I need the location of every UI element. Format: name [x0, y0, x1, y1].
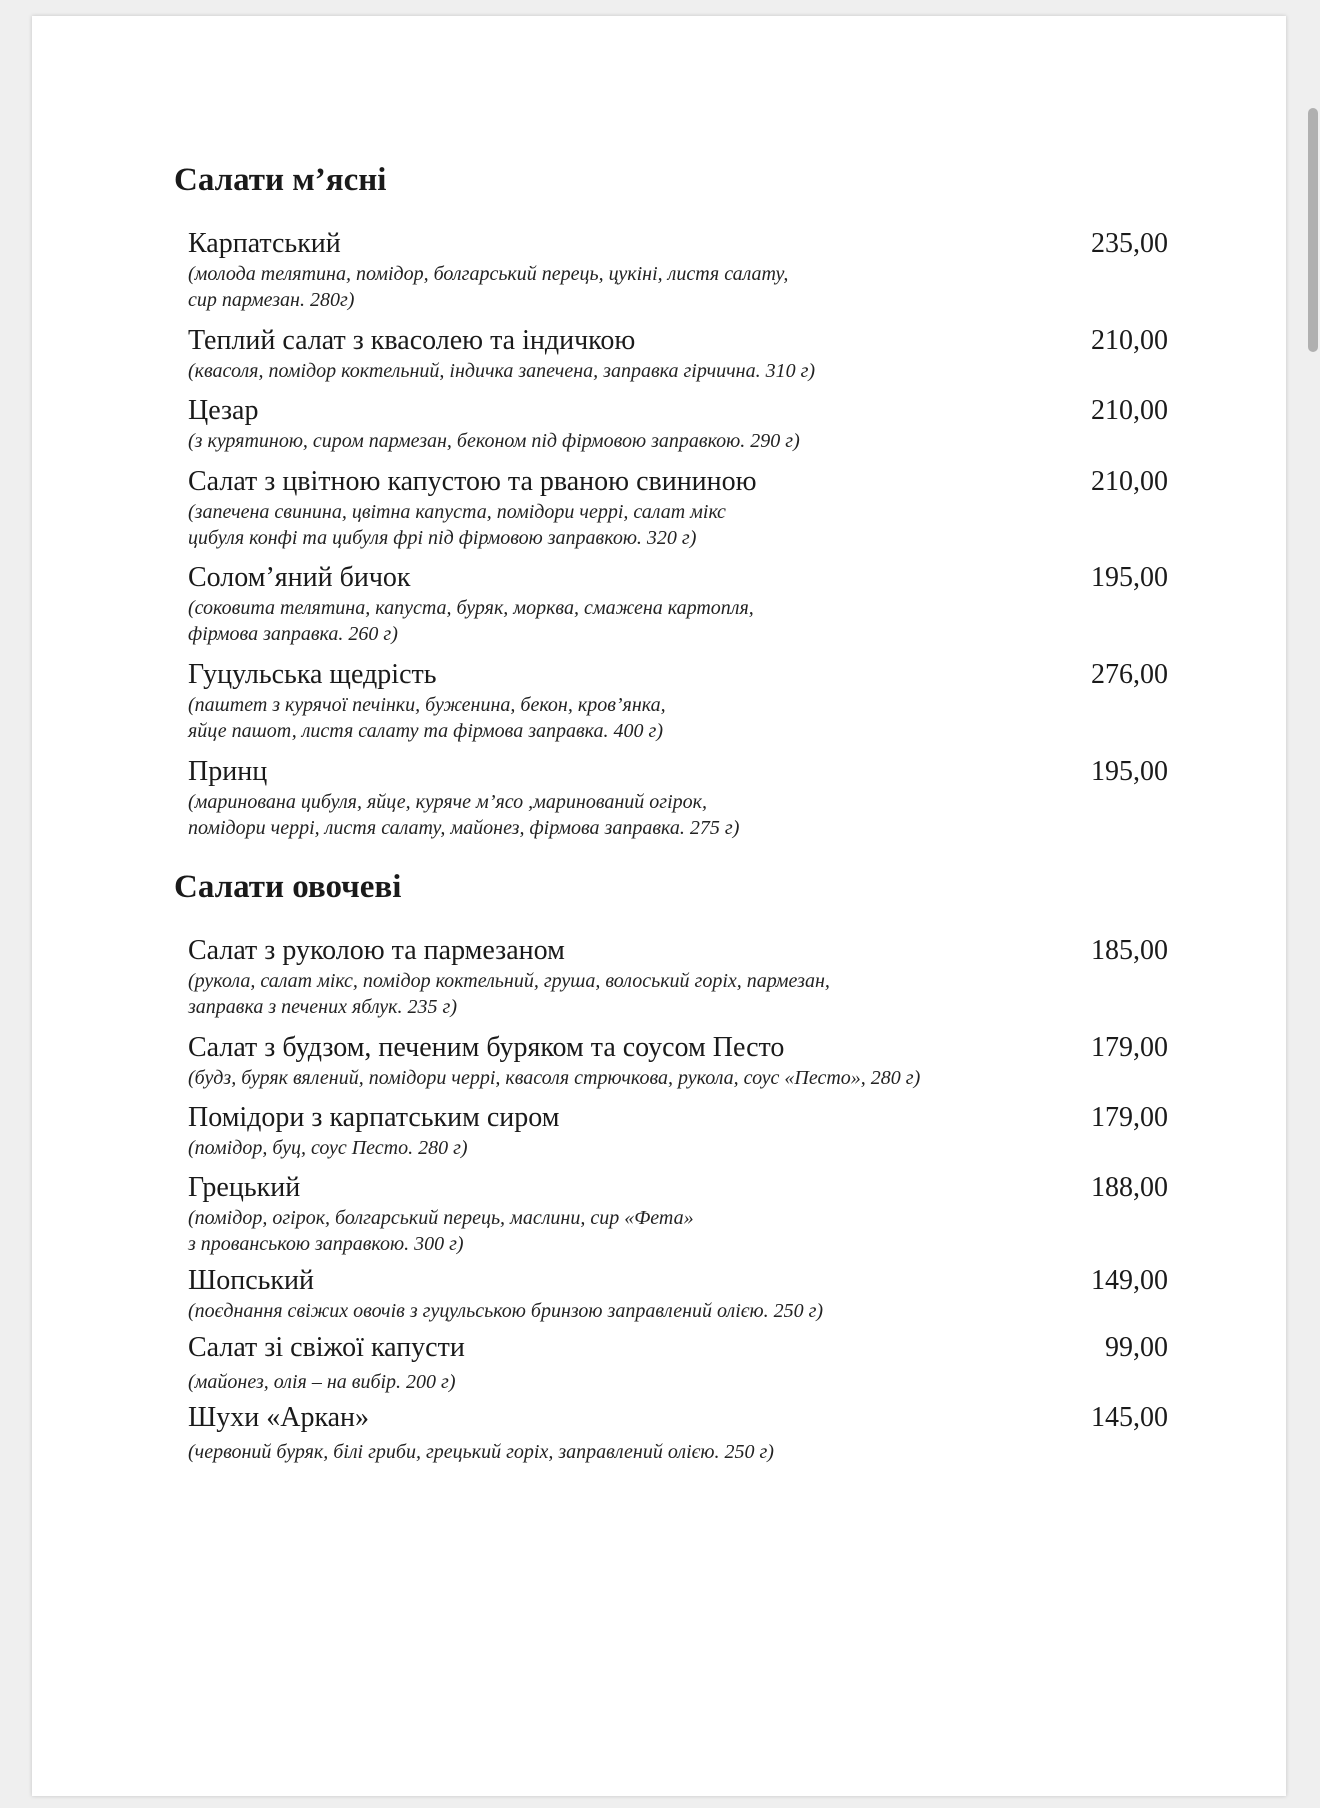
menu-item-name: Карпатський: [188, 228, 341, 259]
menu-item: [188, 228, 1168, 313]
menu-item-name: Салат з цвітною капустою та рваною свининою: [188, 466, 757, 497]
menu-item-description: (соковита телятина, капуста, буряк, морква, смажена картопля, фірмова заправка. 260 г): [188, 597, 754, 645]
menu-item-price: 99,00: [1105, 1332, 1168, 1363]
menu-item-price: 210,00: [1091, 466, 1168, 497]
menu-item-name: Салат з руколою та пармезаном: [188, 935, 565, 966]
menu-item-name: Грецький: [188, 1172, 301, 1203]
menu-item-description: (майонез, олія – на вибір. 200 г): [188, 1371, 456, 1393]
menu-item-name: Салат з будзом, печеним буряком та соусом Песто: [188, 1032, 785, 1063]
menu-item-price: 195,00: [1091, 562, 1168, 593]
menu-item-description: (помідор, буц, соус Песто. 280 г): [188, 1137, 468, 1159]
menu-item: [188, 756, 1168, 841]
menu-item-price: 210,00: [1091, 395, 1168, 426]
menu-item-price: 276,00: [1091, 659, 1168, 690]
menu-item-description: (квасоля, помідор коктельний, індичка запечена, заправка гірчична. 310 г): [188, 360, 816, 382]
menu-item-name: Шухи «Аркан»: [188, 1402, 370, 1433]
menu-item: [188, 1332, 1168, 1395]
menu-item-name: Шопський: [188, 1265, 314, 1296]
menu-item-price: 145,00: [1091, 1402, 1168, 1433]
menu-item-price: 179,00: [1091, 1032, 1168, 1063]
menu-page: [32, 16, 1286, 1796]
menu-item: [188, 935, 1168, 1020]
menu-item-description: (рукола, салат мікс, помідор коктельний, груша, волоський горіх, пармезан, заправка з печених яблук. 235 г): [188, 970, 830, 1018]
menu-item-description: (маринована цибуля, яйце, куряче м’ясо ,маринований огірок, помідори черрі, листя салату, майонез, фірмова заправка. 275 г): [188, 791, 740, 839]
menu-item: [188, 1402, 1168, 1465]
menu-item-description: (поєднання свіжих овочів з гуцульською бринзою заправлений олією. 250 г): [188, 1300, 824, 1322]
section-title-vegetable-salads: Салати овочеві: [174, 869, 402, 905]
vertical-scrollbar[interactable]: [1308, 108, 1318, 352]
menu-item-description: (паштет з курячої печінки, буженина, бекон, кров’янка, яйце пашот, листя салату та фірмова заправка. 400 г): [188, 694, 666, 742]
menu-item-name: Гуцульська щедрість: [188, 659, 437, 690]
menu-item: [188, 659, 1168, 744]
menu-item-description: (запечена свинина, цвітна капуста, помідори черрі, салат мікс цибуля конфі та цибуля фрі під фірмовою заправкою. 320 г): [188, 501, 726, 549]
section-title-meat-salads: Салати м’ясні: [174, 162, 387, 198]
menu-item-description: (помідор, огірок, болгарський перець, маслини, сир «Фета» з прованською заправкою. 300 г): [188, 1207, 694, 1255]
menu-item-description: (будз, буряк вялений, помідори черрі, квасоля стрючкова, рукола, соус «Песто», 280 г): [188, 1067, 921, 1089]
menu-item-price: 185,00: [1091, 935, 1168, 966]
menu-item-name: Теплий салат з квасолею та індичкою: [188, 325, 636, 356]
menu-item-description: (молода телятина, помідор, болгарський перець, цукіні, листя салату, сир пармезан. 280г): [188, 263, 789, 311]
menu-item: [188, 1102, 1168, 1161]
menu-item-price: 210,00: [1091, 325, 1168, 356]
menu-item-name: Цезар: [188, 395, 259, 426]
menu-item: [188, 1032, 1168, 1091]
menu-item: [188, 1265, 1168, 1324]
menu-item: [188, 1172, 1168, 1257]
menu-item-name: Салат зі свіжої капусти: [188, 1332, 465, 1363]
menu-item-price: 188,00: [1091, 1172, 1168, 1203]
menu-item: [188, 466, 1168, 551]
menu-item-description: (з курятиною, сиром пармезан, беконом під фірмовою заправкою. 290 г): [188, 430, 800, 452]
menu-item: [188, 395, 1168, 454]
menu-item-description: (червоний буряк, білі гриби, грецький горіх, заправлений олією. 250 г): [188, 1441, 774, 1463]
menu-item-name: Солом’яний бичок: [188, 562, 411, 593]
menu-item-name: Принц: [188, 756, 268, 787]
menu-item: [188, 325, 1168, 384]
menu-item: [188, 562, 1168, 647]
menu-item-price: 235,00: [1091, 228, 1168, 259]
menu-item-price: 149,00: [1091, 1265, 1168, 1296]
menu-item-price: 195,00: [1091, 756, 1168, 787]
menu-item-name: Помідори з карпатським сиром: [188, 1102, 560, 1133]
menu-item-price: 179,00: [1091, 1102, 1168, 1133]
